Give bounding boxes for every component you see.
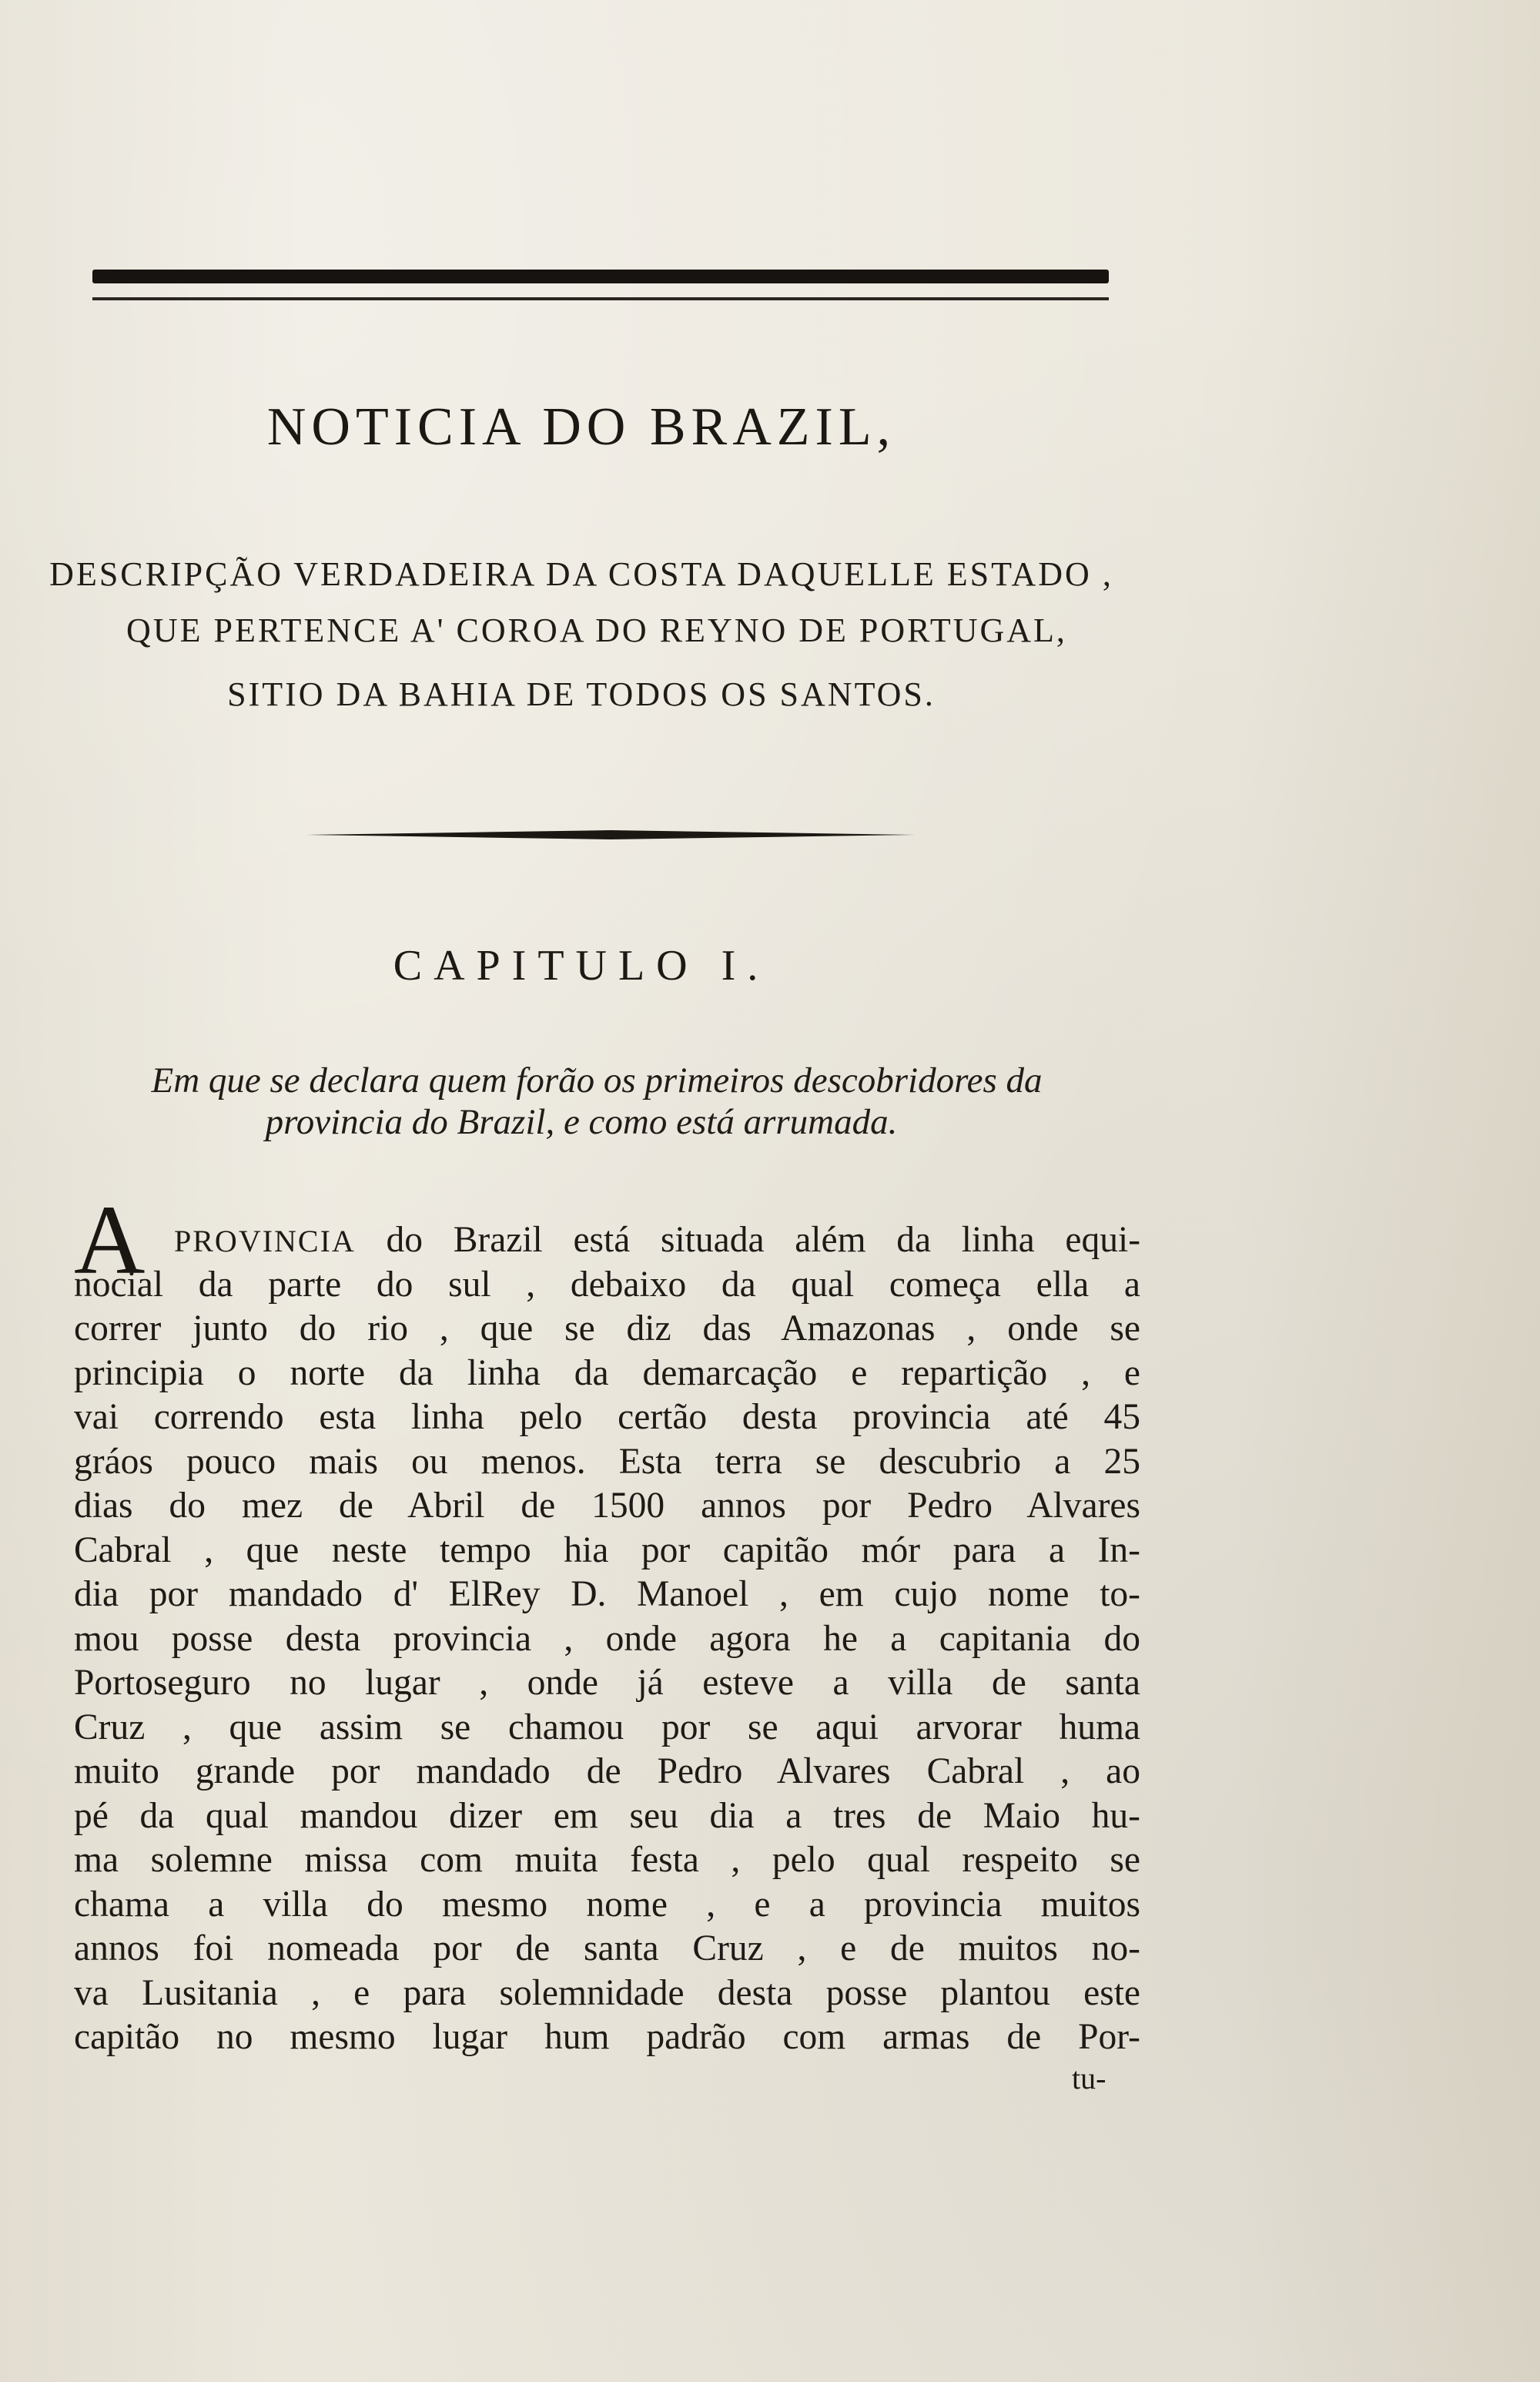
body-line: capitão no mesmo lugar hum padrão com armas de Por- [74,2017,1140,2057]
body-line: principia o norte da linha da demarcação e repartição , e [74,1352,1140,1393]
chapter-intro-line-1: Em que se declara quem forão os primeiros descobridores da [151,1060,1043,1101]
body-line [74,1218,1140,1263]
body-line-1-rest: do Brazil está situada além da linha equi- [386,1220,1141,1260]
body-line: ma solemne missa com muita festa , pelo qual respeito se [74,1840,1140,1880]
body-text [74,1218,1140,2060]
subtitle-line-3: SITIO DA BAHIA DE TODOS OS SANTOS. [227,675,936,713]
body-line: chama a villa do mesmo nome , e a provincia muitos [74,1884,1140,1925]
body-line: Cabral , que neste tempo hia por capitão mór para a In- [74,1529,1140,1570]
body-line: annos foi nomeada por de santa Cruz , e de muitos no- [74,1928,1140,1968]
drop-cap-letter: A [74,1185,146,1295]
body-line: mou posse desta provincia , onde agora he a capitania do [74,1618,1140,1659]
body-line: Portoseguro no lugar , onde já esteve a villa de santa [74,1663,1140,1703]
body-line: vai correndo esta linha pelo certão desta provincia até 45 [74,1397,1140,1437]
body-line: nocial da parte do sul , debaixo da qual começa ella a [74,1264,1140,1305]
page-title: NOTICIA DO BRAZIL, [266,397,896,457]
subtitle-line-1: DESCRIPÇÃO VERDADEIRA DA COSTA DAQUELLE ESTADO , [49,555,1113,593]
body-line: dias do mez de Abril de 1500 annos por Pedro Alvares [74,1486,1140,1526]
lead-small-caps: PROVINCIA [174,1224,356,1258]
body-line: correr junto do rio , que se diz das Amazonas , onde se [74,1308,1140,1348]
section-ornament-rule [306,830,915,839]
chapter-heading: CAPITULO I. [393,942,770,990]
chapter-intro-line-2: provincia do Brazil, e como está arrumada. [265,1102,898,1142]
subtitle-line-2: QUE PERTENCE A' COROA DO REYNO DE PORTUGAL, [126,611,1067,649]
body-line: dia por mandado d' ElRey D. Manoel , em cujo nome to- [74,1574,1140,1614]
body-line: Cruz , que assim se chamou por se aqui arvorar huma [74,1707,1140,1747]
header-rule-thick [92,270,1109,283]
body-line: va Lusitania , e para solemnidade desta posse plantou este [74,1972,1140,2013]
catchword: tu- [1072,2061,1106,2096]
header-rule-thin [92,297,1109,300]
body-line: pé da qual mandou dizer em seu dia a tres de Maio hu- [74,1795,1140,1836]
body-line: gráos pouco mais ou menos. Esta terra se descubrio a 25 [74,1441,1140,1482]
body-line: muito grande por mandado de Pedro Alvares Cabral , ao [74,1751,1140,1791]
